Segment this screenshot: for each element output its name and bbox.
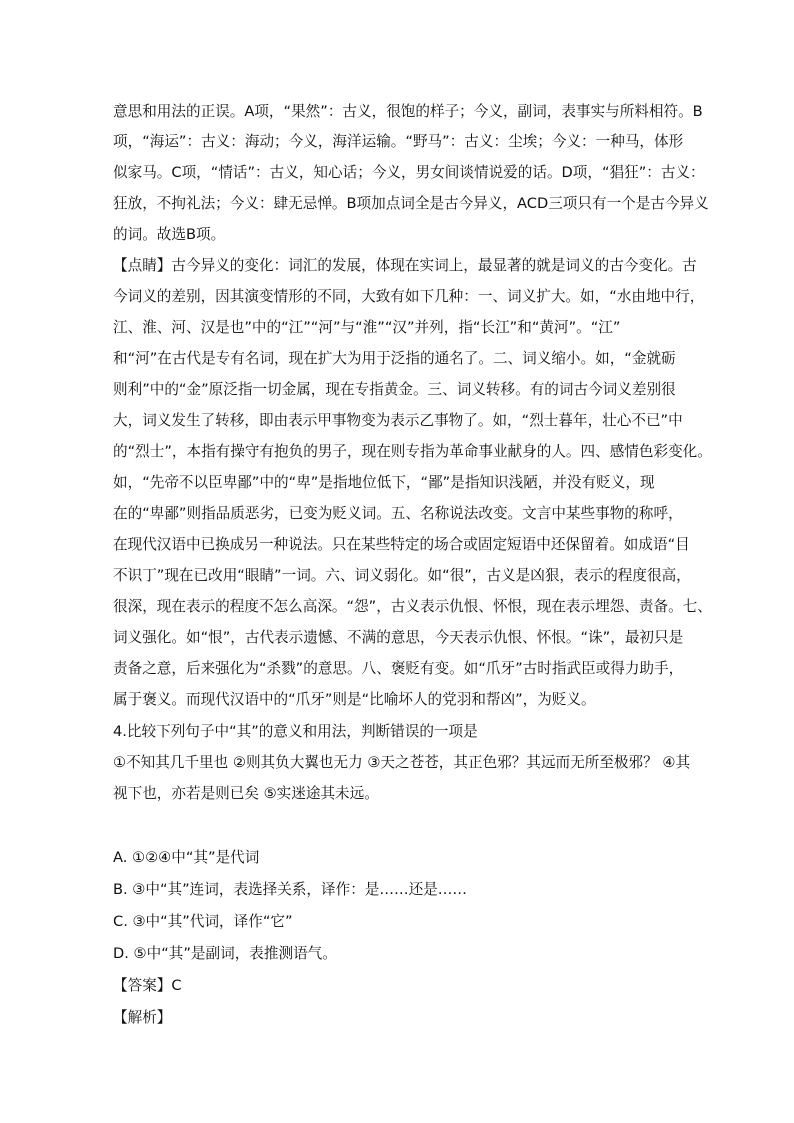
question-stem: 4.比较下列句子中“其”的意义和用法，判断错误的一项是 <box>113 723 478 740</box>
annotation-paragraph: 【点睛】古今异义的变化：词汇的发展，体现在实词上，最显著的就是词义的古今变化。古 <box>113 257 697 274</box>
option-d: D. ⑤中“其”是副词，表推测语气。 <box>113 945 337 962</box>
text-line: 似家马。C项，“情话”：古义，知心话；今义，男女间谈情说爱的话。D项，“猖狂”：古义： <box>113 164 705 181</box>
text-line: 如，“先帝不以臣卑鄙”中的“卑”是指地位低下，“鄙”是指知识浅陋，并没有贬义，现 <box>113 474 655 491</box>
question-sentences: ①不知其几千里也 ②则其负大翼也无力 ③天之苍苍，其正色邪？其远而无所至极邪？ ④其 <box>113 754 691 771</box>
text-line: 属于褒义。而现代汉语中的“爪牙”则是“比喻坏人的党羽和帮凶”，为贬义。 <box>113 691 596 708</box>
text-line: 词义强化。如“恨”，古代表示遗憾、不满的意思，今天表示仇恨、怀恨。“诛”，最初只是 <box>113 629 684 646</box>
text-line: 江、淮、河、汉是也”中的“江”“河”与“淮”“汉”并列，指“长江”和“黄河”。“江” <box>113 319 621 336</box>
text-line: 今词义的差别，因其演变情形的不同，大致有如下几种：一、词义扩大。如，“水由地中行， <box>113 288 705 305</box>
text-line: 的“烈士”，本指有操守有抱负的男子，现在则专指为革命事业献身的人。四、感情色彩变化。 <box>113 443 712 460</box>
option-c: C. ③中“其”代词，译作“它” <box>113 913 293 930</box>
text-line: 意思和用法的正误。A项，“果然”：古义，很饱的样子；今义，副词，表事实与所料相符。B <box>113 103 703 120</box>
text-line: 则利”中的“金”原泛指一切金属，现在专指黄金。三、词义转移。有的词古今词义差别很 <box>113 381 676 398</box>
text-line: 大，词义发生了转移，即由表示甲事物变为表示乙事物了。如，“烈士暮年，壮心不已”中 <box>113 412 683 429</box>
analysis-heading: 【解析】 <box>113 1009 172 1026</box>
answer-line: 【答案】C <box>113 977 182 994</box>
option-b: B. ③中“其”连词，表选择关系，译作：是……还是…… <box>113 881 467 898</box>
text-line: 很深，现在表示的程度不怎么高深。“怨”，古义表示仇恨、怀恨，现在表示埋怨、责备。七、 <box>113 598 712 615</box>
option-a: A. ①②④中“其”是代词 <box>113 849 260 866</box>
text-line: 在的“卑鄙”则指品质恶劣，已变为贬义词。五、名称说法改变。文言中某些事物的称呼， <box>113 505 683 522</box>
text-line: 在现代汉语中已换成另一种说法。只在某些特定的场合或固定短语中还保留着。如成语“目 <box>113 536 690 553</box>
text-line: 项，“海运”：古义：海动；今义，海洋运输。“野马”：古义：尘埃；今义：一种马，体形 <box>113 133 684 150</box>
question-sentences: 视下也，亦若是则已矣 ⑤实迷途其未远。 <box>113 785 379 802</box>
text-line: 责备之意，后来强化为“杀戮”的意思。八、褒贬有变。如“爪牙”古时指武臣或得力助手， <box>113 660 684 677</box>
text-line: 的词。故选B项。 <box>113 226 226 243</box>
text-line: 不识丁”现在已改用“眼睛”一词。六、词义弱化。如“很”，古义是凶狠，表示的程度很高， <box>113 567 691 584</box>
text-line: 狂放，不拘礼法；今义：肆无忌惮。B项加点词全是古今异义，ACD三项只有一个是古今异义 <box>113 195 709 212</box>
text-line: 和“河”在古代是专有名词，现在扩大为用于泛指的通名了。二、词义缩小。如，“金就砺 <box>113 350 676 367</box>
